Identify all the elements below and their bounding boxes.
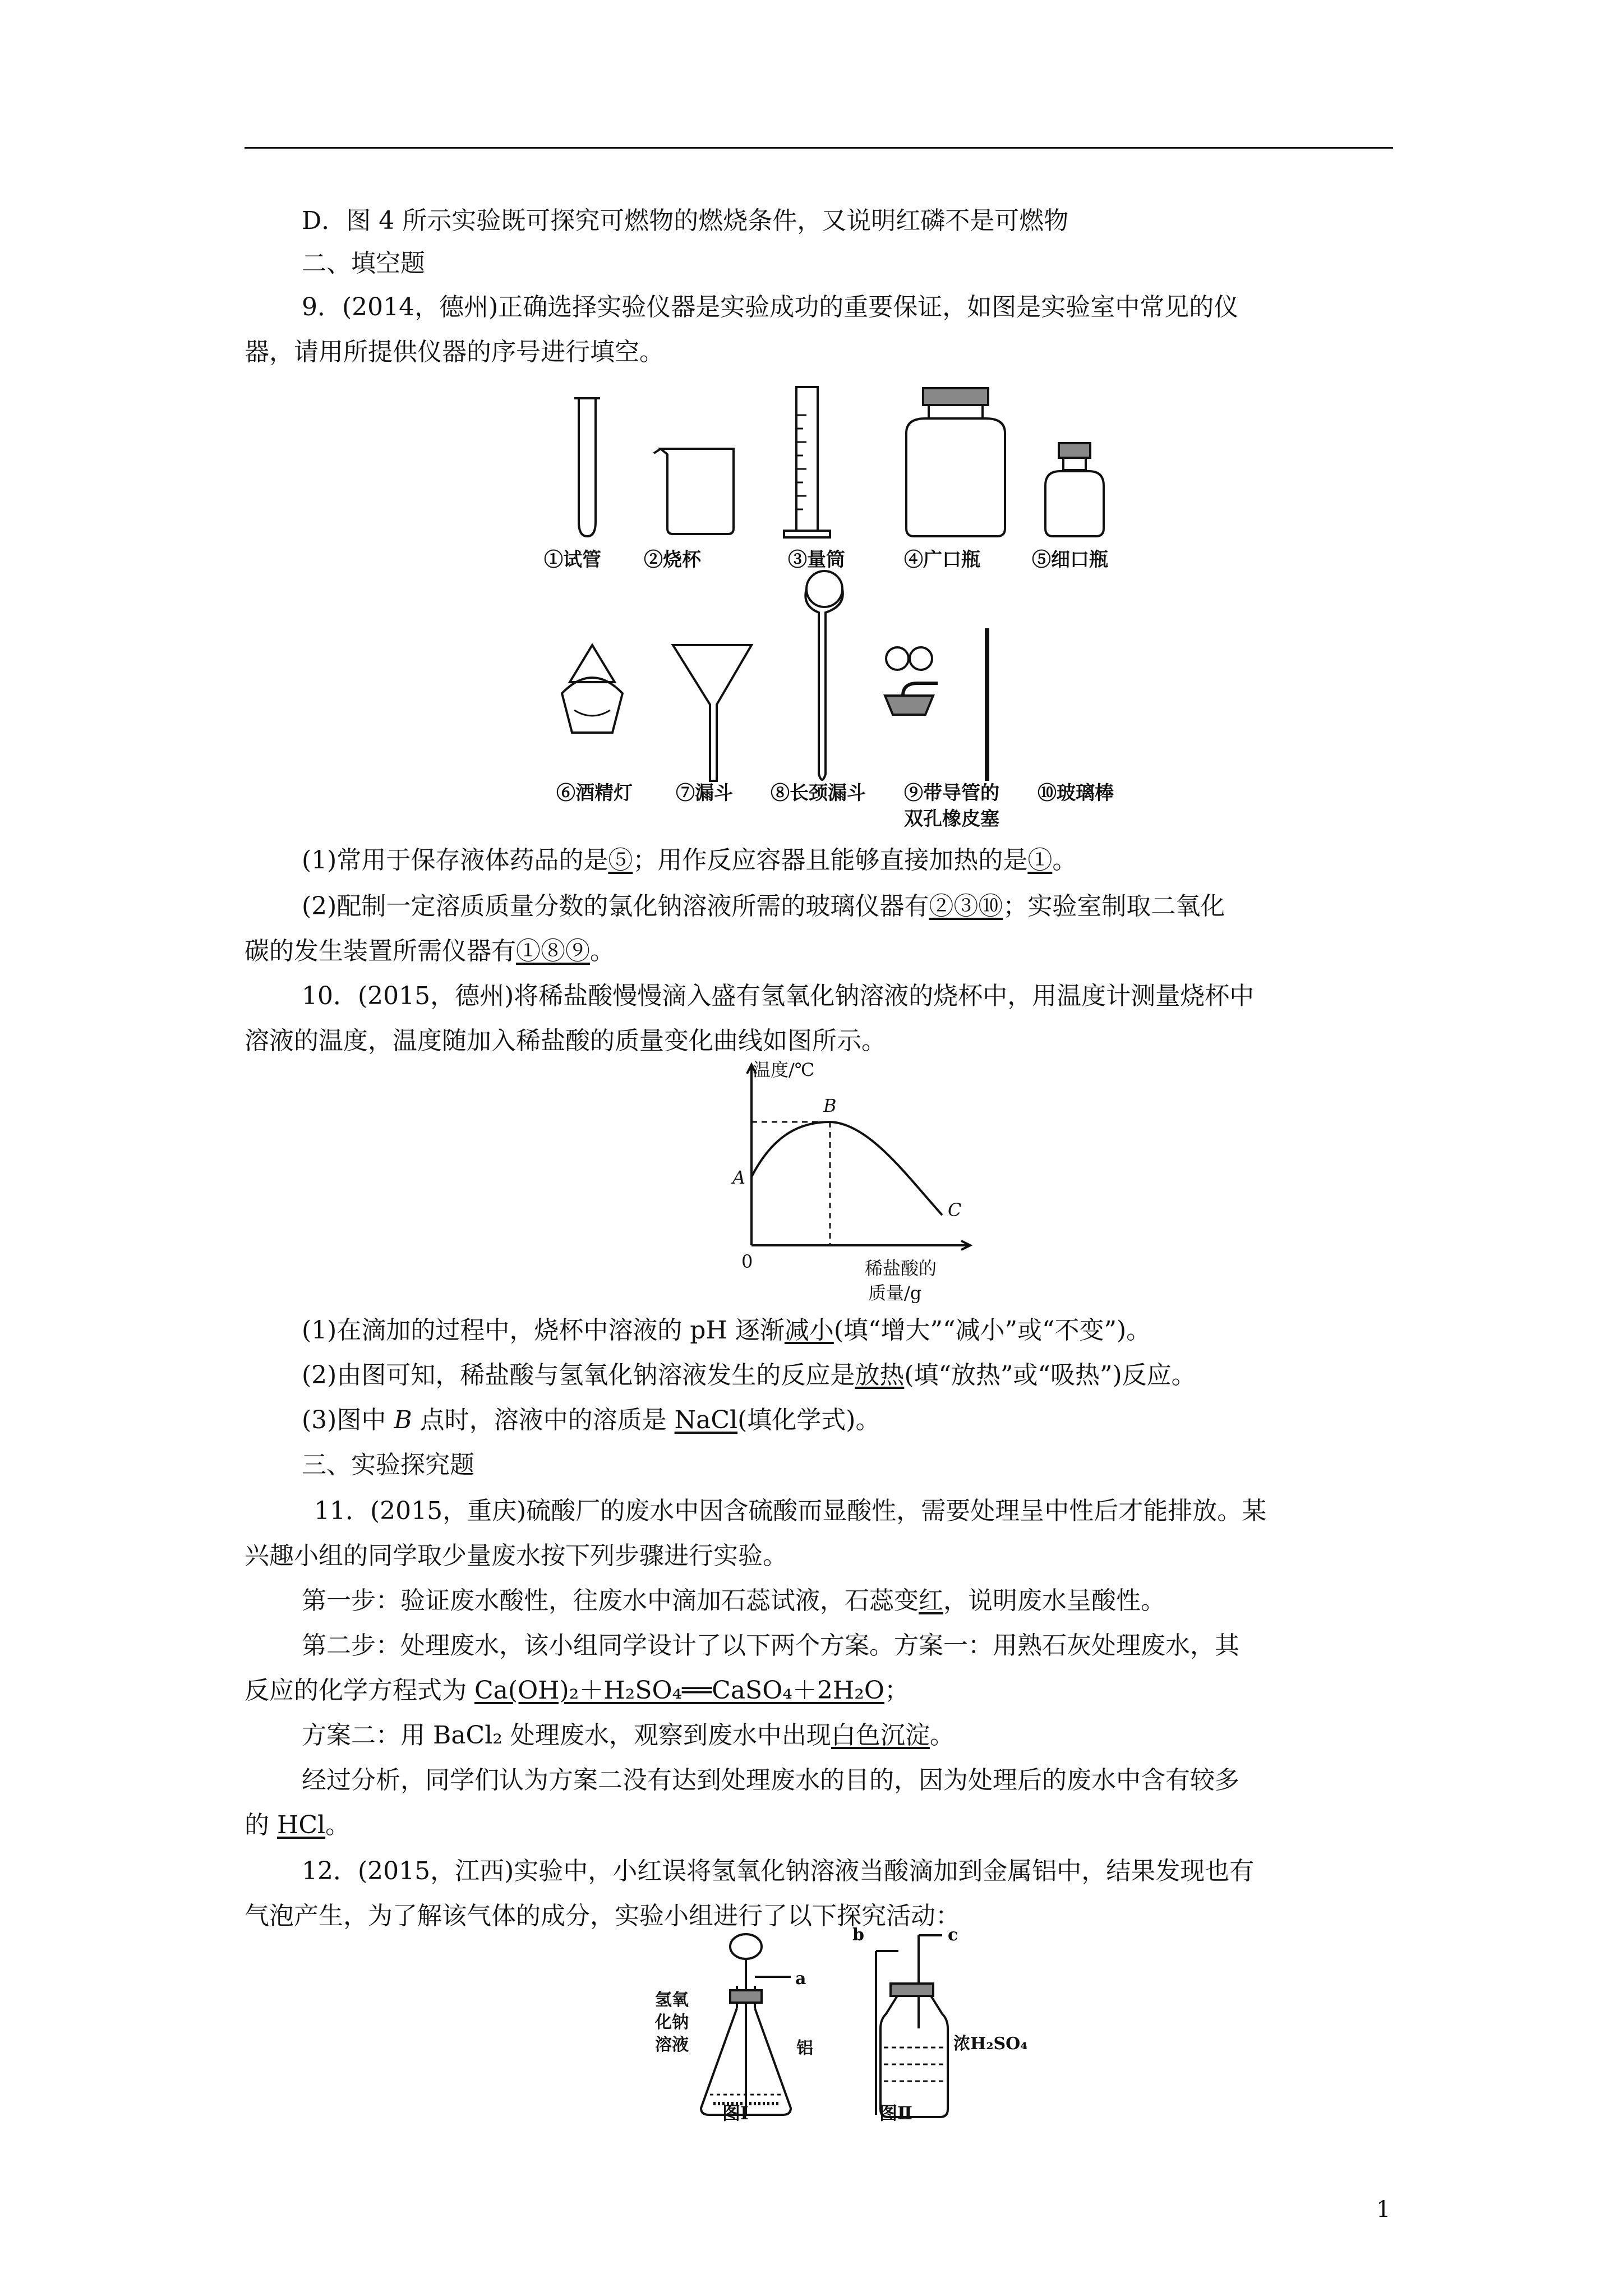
q9-line2: 器，请用所提供仪器的序号进行填空。 (245, 338, 664, 366)
q11-equation: 反应的化学方程式为 Ca(OH)₂＋H₂SO₄══CaSO₄＋2H₂O； (245, 1676, 909, 1705)
answer-blank: 放热 (855, 1361, 905, 1389)
q12-line2: 气泡产生，为了解该气体的成分，实验小组进行了以下探究活动： (245, 1902, 960, 1930)
answer-blank: 白色沉淀 (831, 1721, 930, 1750)
q10-answer-2: (2)由图可知，稀盐酸与氢氧化钠溶液发生的反应是放热(填“放热”或“吸热”)反应。 (302, 1361, 1196, 1389)
page-number: 1 (1376, 2197, 1391, 2223)
answer-blank: ①⑧⑨ (516, 937, 590, 965)
instrument-label-9b: 双孔橡皮塞 (904, 808, 999, 830)
instrument-label-3: ③量筒 (788, 549, 845, 571)
instrument-label-6: ⑥酒精灯 (556, 782, 633, 804)
fig1-port-a: a (795, 1969, 806, 1989)
answer-blank: 红 (919, 1586, 943, 1615)
instrument-label-8: ⑧长颈漏斗 (771, 782, 866, 804)
instrument-label-2: ②烧杯 (644, 549, 701, 571)
q10-answer-1: (1)在滴加的过程中，烧杯中溶液的 pH 逐渐减小(填“增大”“减小”或“不变”)。 (302, 1316, 1151, 1345)
answer-blank: ① (1027, 846, 1053, 875)
q10-answer-3: (3)图中 B 点时，溶液中的溶质是 NaCl(填化学式)。 (302, 1406, 880, 1434)
q10-line1: 10．(2015，德州)将稀盐酸慢慢滴入盛有氢氧化钠溶液的烧杯中，用温度计测量烧杯中 (302, 982, 1255, 1010)
instrument-label-7: ⑦漏斗 (676, 782, 733, 804)
q11-plan2: 方案二：用 BaCl₂ 处理废水，观察到废水中出现白色沉淀。 (302, 1721, 955, 1750)
header-rule (245, 147, 1393, 149)
q10-line2: 溶液的温度，温度随加入稀盐酸的质量变化曲线如图所示。 (245, 1027, 886, 1055)
section-fill-blank: 二、填空题 (302, 249, 425, 278)
q12-line1: 12．(2015，江西)实验中，小红误将氢氧化钠溶液当酸滴加到金属铝中，结果发现也有 (302, 1857, 1255, 1885)
fig2-label-acid: 浓H₂SO₄ (953, 2034, 1028, 2054)
graph-point-a: A (732, 1167, 746, 1188)
answer-blank: 减小 (784, 1316, 834, 1345)
fig1-label-al: 铝 (796, 2039, 813, 2058)
answer-blank: ⑤ (608, 846, 633, 875)
fig1-caption: 图Ⅰ (722, 2102, 749, 2124)
option-d: D．图 4 所示实验既可探究可燃物的燃烧条件，又说明红磷不是可燃物 (302, 206, 1069, 235)
fig2-port-b: b (852, 1925, 864, 1945)
q11-step1: 第一步：验证废水酸性，往废水中滴加石蕊试液，石蕊变红，说明废水呈酸性。 (302, 1586, 1165, 1615)
q11-line2: 兴趣小组的同学取少量废水按下列步骤进行实验。 (245, 1542, 787, 1570)
q9-line1: 9．(2014，德州)正确选择实验仪器是实验成功的重要保证，如图是实验室中常见的仪 (302, 293, 1239, 321)
instrument-label-4: ④广口瓶 (904, 549, 980, 571)
answer-blank: Ca(OH)₂＋H₂SO₄══CaSO₄＋2H₂O (474, 1676, 884, 1705)
answer-blank: HCl (277, 1811, 326, 1839)
q9-answer-2b: 碳的发生装置所需仪器有①⑧⑨。 (245, 937, 615, 965)
instrument-label-5: ⑤细口瓶 (1032, 549, 1108, 571)
fig1-label-naoh-1: 氢氧 (655, 1990, 689, 2010)
section-experiment: 三、实验探究题 (302, 1451, 474, 1479)
graph-point-b: B (823, 1095, 837, 1116)
q9-answer-2: (2)配制一定溶质质量分数的氯化钠溶液所需的玻璃仪器有②③⑩；实验室制取二氧化 (302, 892, 1225, 921)
fig1-label-naoh-2: 化钠 (655, 2013, 689, 2032)
instrument-label-10: ⑩玻璃棒 (1038, 782, 1114, 804)
q11-analysis-2: 的 HCl。 (245, 1811, 351, 1839)
graph-origin: 0 (741, 1251, 753, 1272)
fig2-caption: 图Ⅱ (879, 2102, 912, 2124)
q11-step2: 第二步：处理废水，该小组同学设计了以下两个方案。方案一：用熟石灰处理废水，其 (302, 1631, 1239, 1660)
graph-x-label-1: 稀盐酸的 (865, 1258, 937, 1279)
q9-answer-1: (1)常用于保存液体药品的是⑤；用作反应容器且能够直接加热的是①。 (302, 846, 1077, 875)
fig2-port-c: c (948, 1925, 958, 1945)
instrument-label-9: ⑨带导管的 (904, 782, 999, 804)
graph-y-label: 温度/℃ (753, 1059, 815, 1080)
graph-point-c: C (948, 1199, 962, 1221)
answer-blank: ②③⑩ (929, 892, 1003, 921)
instruments-figure (538, 381, 1133, 808)
q11-analysis-1: 经过分析，同学们认为方案二没有达到处理废水的目的，因为处理后的废水中含有较多 (302, 1766, 1239, 1795)
answer-blank: NaCl (674, 1406, 738, 1434)
fig1-label-naoh-3: 溶液 (655, 2035, 689, 2055)
graph-x-label-2: 质量/g (868, 1282, 922, 1304)
instrument-label-1: ①试管 (544, 549, 601, 571)
q11-line1: 11．(2015，重庆)硫酸厂的废水中因含硫酸而显酸性，需要处理呈中性后才能排放。某 (314, 1497, 1267, 1525)
